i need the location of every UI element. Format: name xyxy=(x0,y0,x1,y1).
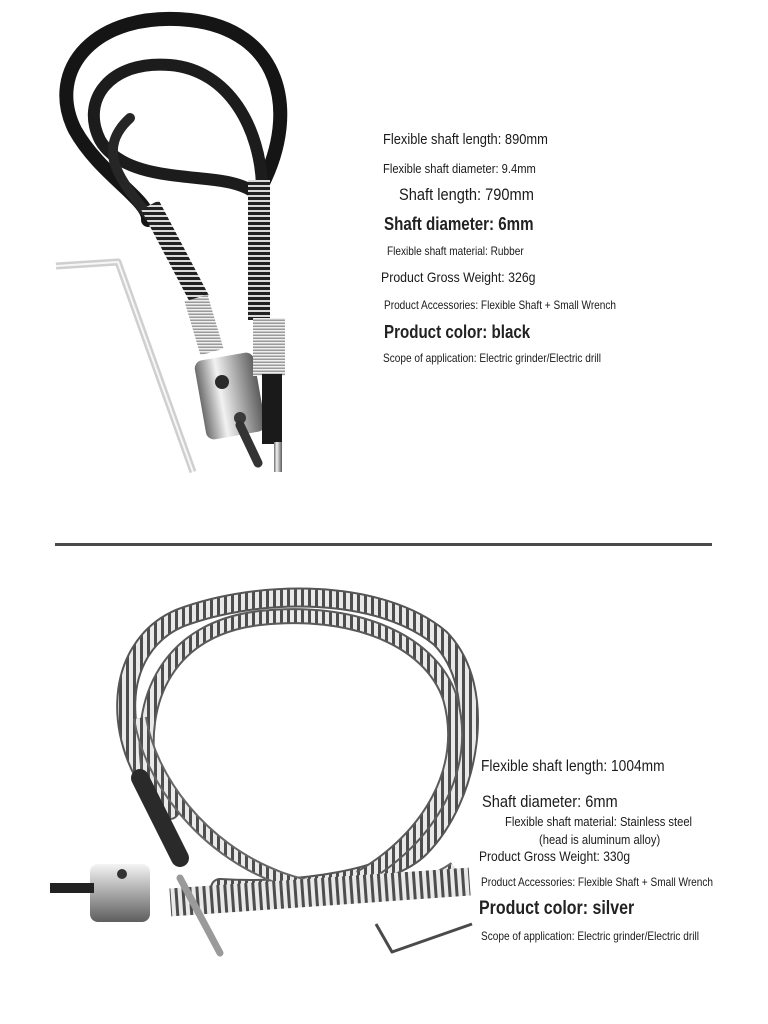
spec-accessories: Product Accessories: Flexible Shaft + Small Wrench xyxy=(384,298,617,312)
spec-gross-weight: Product Gross Weight: 326g xyxy=(381,269,536,285)
spec-shaft-length: Shaft length: 790mm xyxy=(399,185,534,204)
spec-shaft-material: Flexible shaft material: Stainless steel xyxy=(505,814,693,829)
spec-shaft-diameter: Shaft diameter: 6mm xyxy=(482,792,618,811)
spec-gross-weight: Product Gross Weight: 330g xyxy=(479,848,631,864)
spec-shaft-material: Flexible shaft material: Rubber xyxy=(387,244,524,258)
spec-product-color: Product color: silver xyxy=(479,898,635,919)
spec-material-note: (head is aluminum alloy) xyxy=(539,832,661,847)
silver-flexible-shaft-image xyxy=(0,548,768,1024)
spec-flexible-shaft-diameter: Flexible shaft diameter: 9.4mm xyxy=(383,161,536,176)
spec-product-color: Product color: black xyxy=(384,322,531,342)
spec-accessories: Product Accessories: Flexible Shaft + Small Wrench xyxy=(481,875,714,889)
spec-flexible-shaft-length: Flexible shaft length: 1004mm xyxy=(481,758,665,775)
spec-flexible-shaft-length: Flexible shaft length: 890mm xyxy=(383,131,548,148)
spec-scope: Scope of application: Electric grinder/Electric drill xyxy=(481,929,699,943)
section-divider xyxy=(55,543,712,546)
spec-scope: Scope of application: Electric grinder/Electric drill xyxy=(383,351,601,365)
silver-shaft-panel xyxy=(0,548,768,1024)
spec-shaft-diameter: Shaft diameter: 6mm xyxy=(384,214,534,234)
